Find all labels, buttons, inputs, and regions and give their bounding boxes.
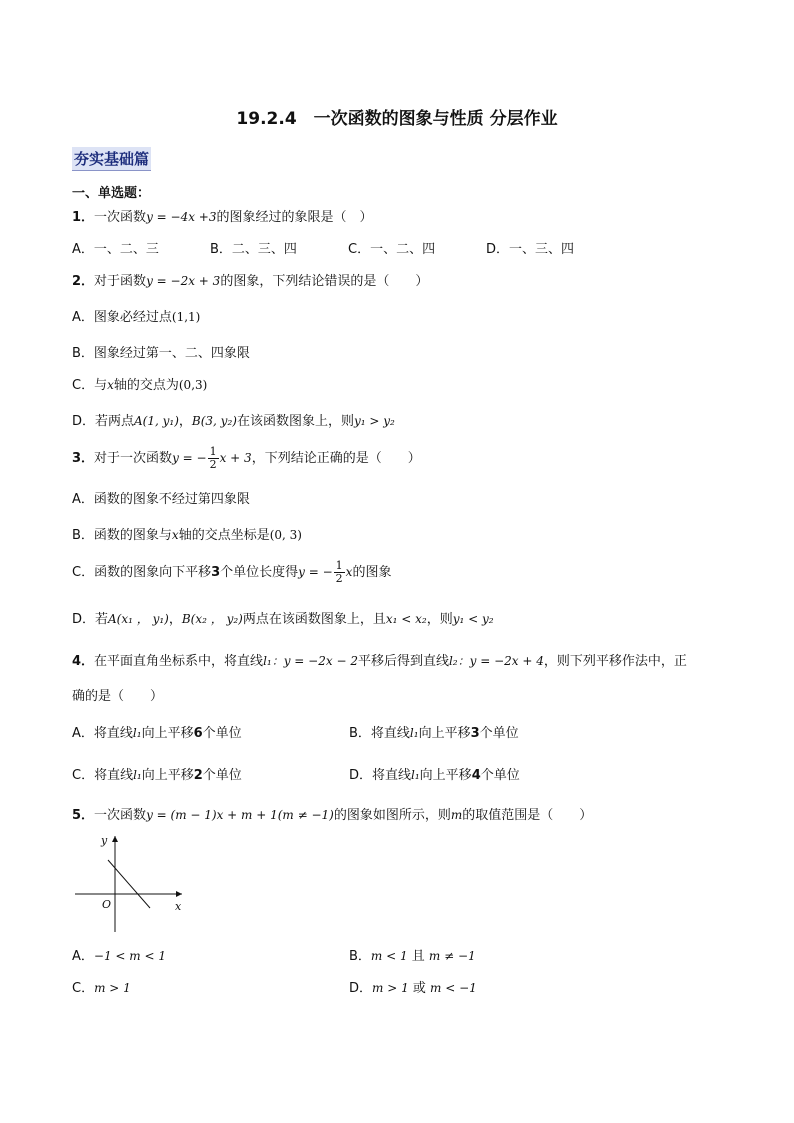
x-axis-label: x — [175, 900, 182, 913]
q3-option-a: A．函数的图象不经过第四象限 — [72, 492, 250, 507]
question-4: 4．在平面直角坐标系中，将直线l₁：y = −2x − 2平移后得到直线l₂：y = −2x + 4，则下列平移作法中，正 — [72, 654, 687, 669]
page-title: 19.2.4 一次函数的图象与性质 分层作业 — [236, 109, 558, 129]
q1-option-c: C．一、二、四 — [348, 242, 436, 257]
q5-option-a: A．−1 < m < 1 — [72, 949, 166, 964]
q3-option-d: D．若A(x₁ ， y₁)，B(x₂ ， y₂)两点在该函数图象上，且x₁ < x₂，则y₁ < y₂ — [72, 612, 494, 627]
section-tag: 夯实基础篇 — [72, 147, 151, 171]
function-line — [108, 860, 150, 908]
fraction: $\frac{1}{2}$ — [335, 559, 343, 585]
part-heading: 一、单选题： — [72, 186, 151, 201]
q2-option-d: D．若两点A(1, y₁)，B(3, y₂)在该函数图象上，则y₁ > y₂ — [72, 414, 395, 429]
question-1: 1．一次函数y = −4x +3的图象经过的象限是（ ） — [72, 210, 373, 225]
y-axis-label: y — [101, 834, 108, 847]
q5-option-c: C．m > 1 — [72, 981, 131, 996]
q4-option-a: A．将直线l₁向上平移6个单位 — [72, 726, 242, 741]
q2-option-a: A．图象必经过点(1,1) — [72, 310, 201, 325]
q5-option-b: B．m < 1 且 m ≠ −1 — [349, 949, 476, 964]
question-5: 5．一次函数y = (m − 1)x + m + 1(m ≠ −1)的图象如图所示，则m的取值范围是（ ） — [72, 808, 593, 823]
q5-option-d: D．m > 1 或 m < −1 — [349, 981, 477, 996]
question-3: 3．对于一次函数y = − $\frac{1}{2}$ x + 3，下列结论正确的是（ ） — [72, 445, 421, 471]
question-2: 2．对于函数y = −2x + 3的图象，下列结论错误的是（ ） — [72, 274, 429, 289]
question-4-cont: 确的是（ ） — [72, 689, 164, 704]
q5-graph — [70, 828, 195, 936]
fraction: $\frac{1}{2}$ — [209, 445, 217, 471]
q4-option-b: B．将直线l₁向上平移3个单位 — [349, 726, 519, 741]
origin-label: O — [102, 898, 112, 911]
q4-option-c: C．将直线l₁向上平移2个单位 — [72, 768, 242, 783]
q3-option-b: B．函数的图象与x轴的交点坐标是(0, 3) — [72, 528, 302, 543]
q3-option-c: C．函数的图象向下平移3个单位长度得y = − $\frac{1}{2}$ x的图象 — [72, 559, 392, 585]
q4-option-d: D．将直线l₁向上平移4个单位 — [349, 768, 520, 783]
q1-option-b: B．二、三、四 — [210, 242, 297, 257]
q2-option-b: B．图象经过第一、二、四象限 — [72, 346, 250, 361]
q1-option-a: A．一、二、三 — [72, 242, 159, 257]
q1-option-d: D．一、三、四 — [486, 242, 575, 257]
q2-option-c: C．与x轴的交点为(0,3) — [72, 378, 208, 393]
